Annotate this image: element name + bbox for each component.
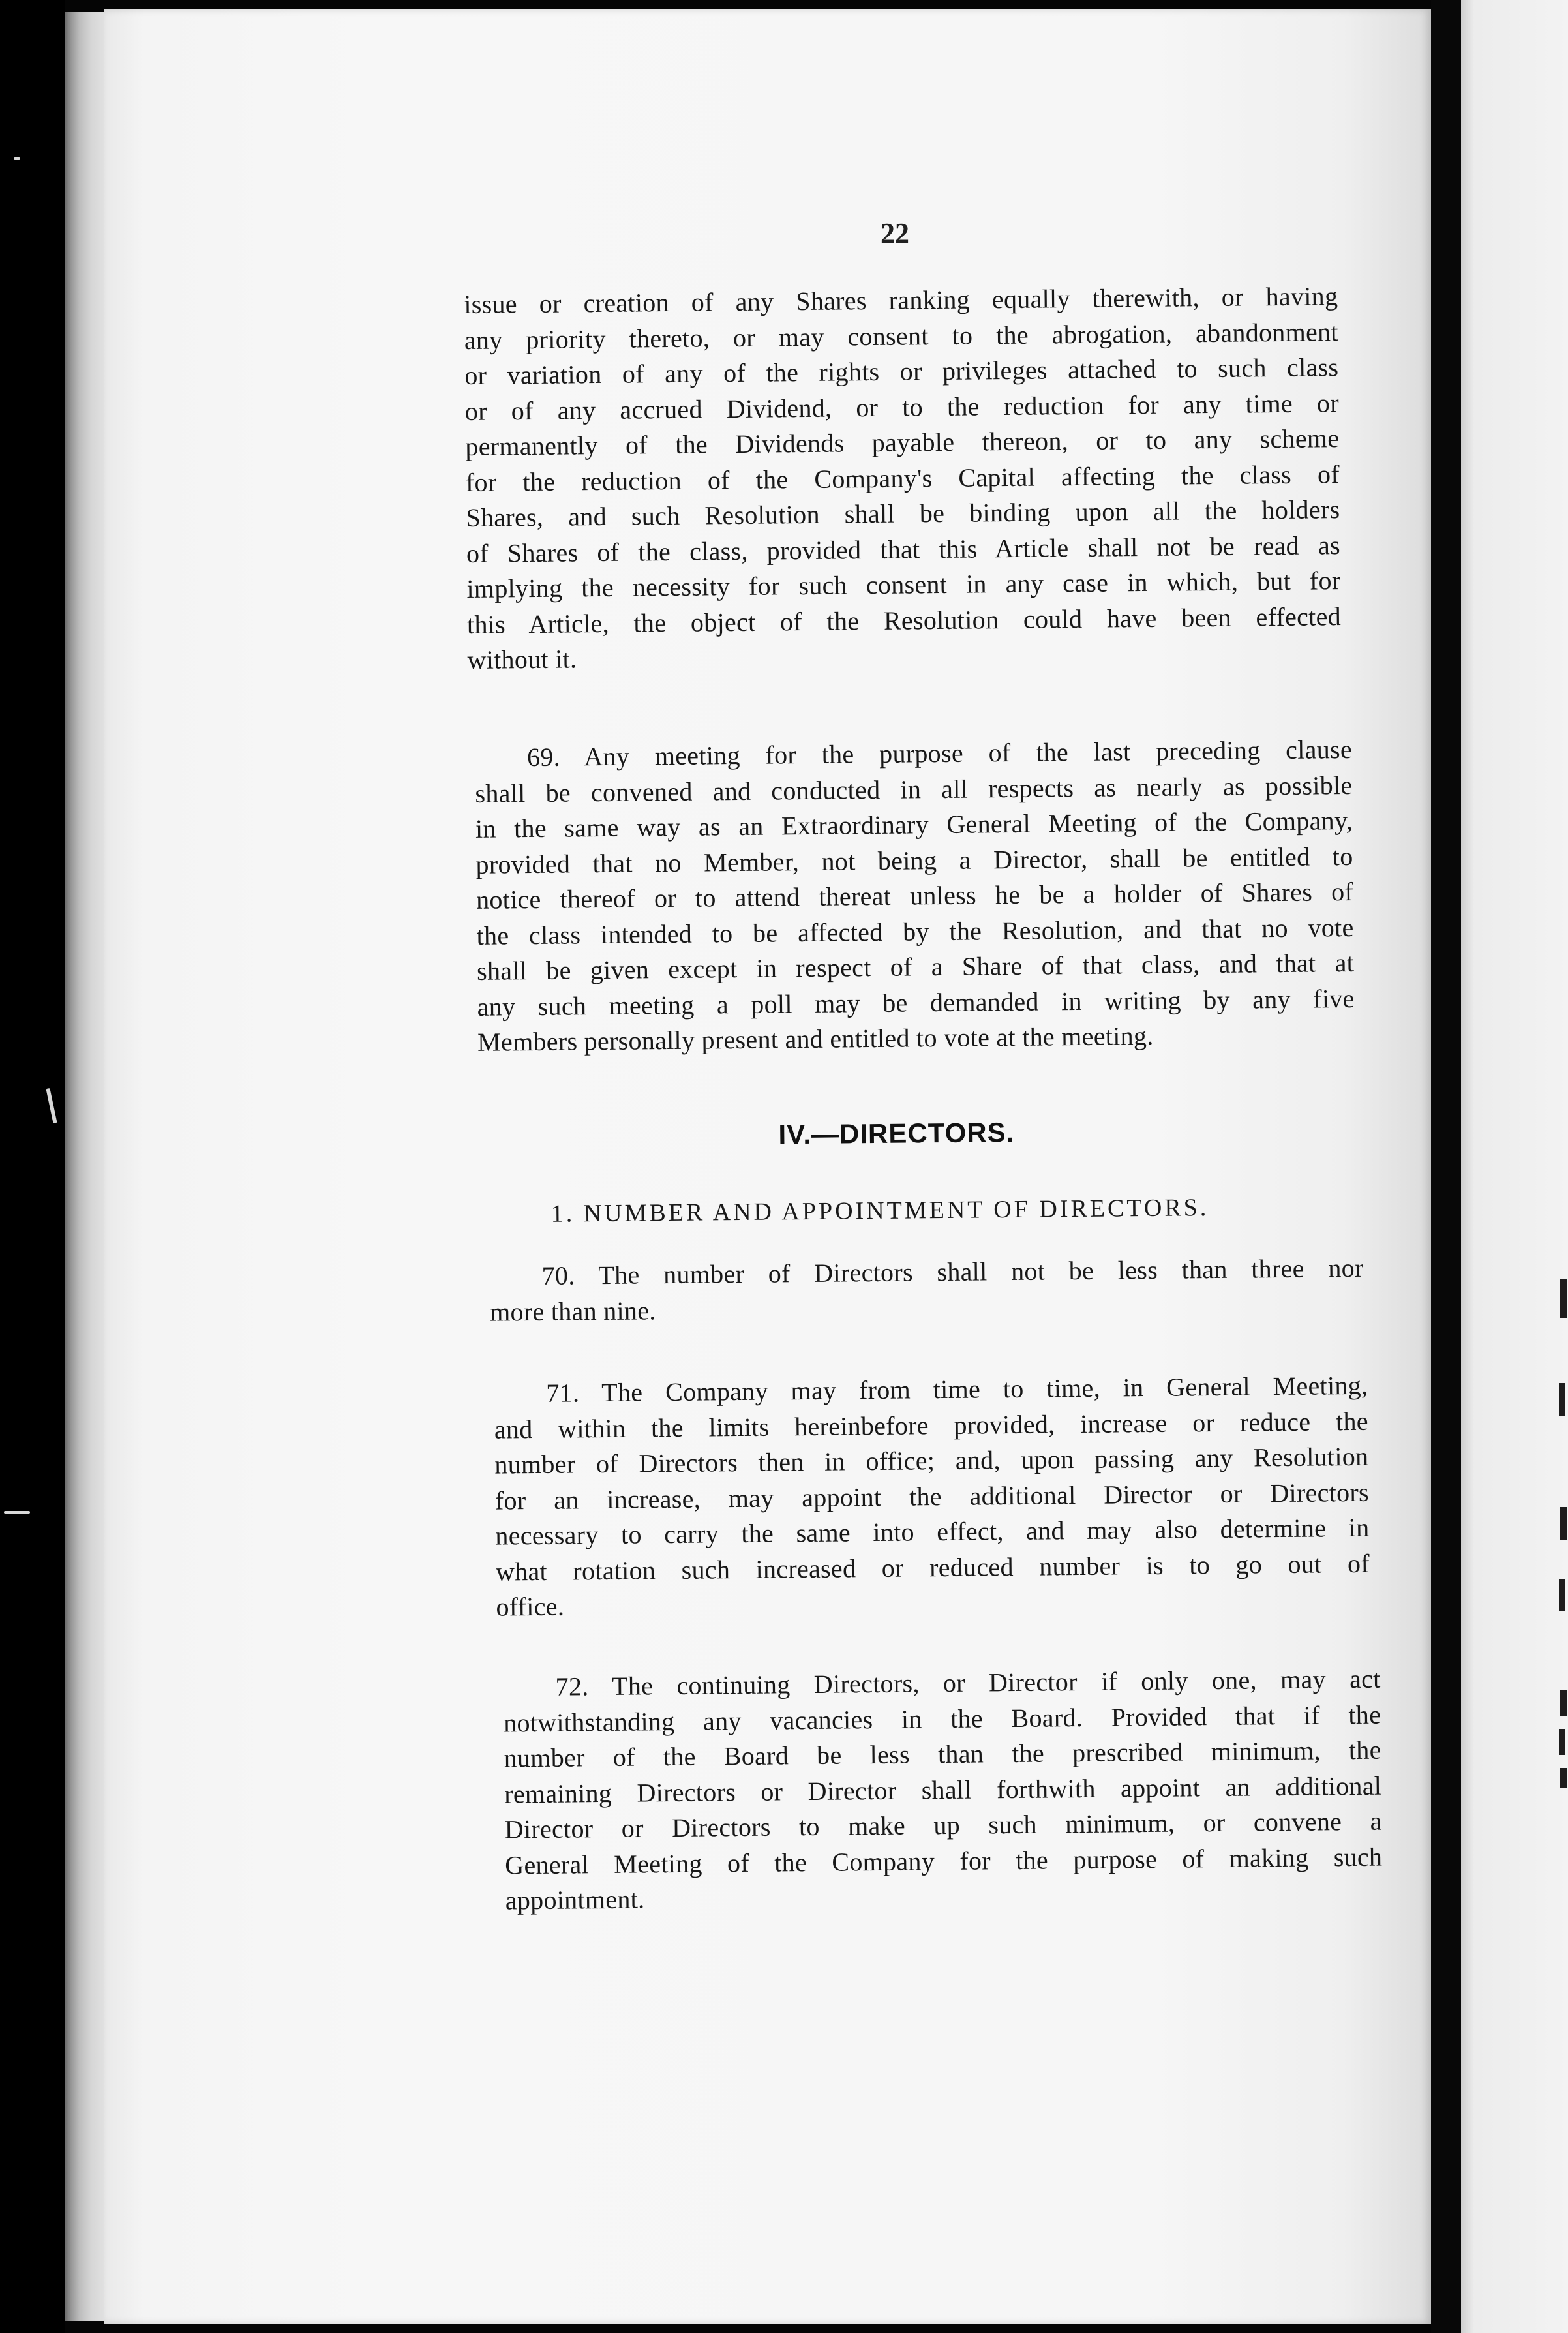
- adjacent-page-text-fragment: [1560, 1279, 1567, 1318]
- text-line: remaining Directors or Director shall forthwith appoint an additional: [504, 1771, 1382, 1809]
- text-line: provided that no Member, not being a Director, shall be entitled to: [475, 841, 1353, 879]
- text-line: General Meeting of the Company for the purpose of making such: [505, 1842, 1383, 1880]
- text-line: issue or creation of any Shares ranking equally therewith, or having: [464, 281, 1338, 319]
- text-line: more than nine.: [489, 1295, 656, 1327]
- text-line: 70. The number of Directors shall not be less than three nor: [541, 1253, 1364, 1290]
- adjacent-page-edge: [1461, 0, 1568, 2333]
- section-subheading: 1. NUMBER AND APPOINTMENT OF DIRECTORS.: [550, 1194, 1209, 1228]
- text-line: number of the Board be less than the prescribed minimum, the: [504, 1735, 1381, 1773]
- text-line: Director or Directors to make up such minimum, or convene a: [504, 1806, 1382, 1844]
- text-line: implying the necessity for such consent in any case in which, but for: [466, 566, 1341, 603]
- text-line: and within the limits hereinbefore provided, increase or reduce the: [494, 1406, 1369, 1444]
- text-line: Shares, and such Resolution shall be binding upon all the holders: [466, 495, 1340, 532]
- adjacent-page-text-fragment: [1560, 1507, 1567, 1540]
- adjacent-page-text-fragment: [1559, 1383, 1565, 1416]
- text-line: Members personally present and entitled to vote at the meeting.: [477, 1020, 1154, 1057]
- text-line: 72. The continuing Directors, or Director if only one, may act: [555, 1664, 1381, 1701]
- paragraph-72: [503, 1662, 1383, 1919]
- text-line: this Article, the object of the Resolution could have been effected: [466, 601, 1342, 639]
- text-line: 71. The Company may from time to time, in General Meeting,: [546, 1370, 1368, 1408]
- text-line: office.: [496, 1591, 565, 1622]
- adjacent-page-text-fragment: [1559, 1579, 1565, 1611]
- section-heading: IV.—DIRECTORS.: [778, 1116, 1015, 1150]
- binding-gutter: [1431, 0, 1461, 2333]
- page-number: 22: [881, 217, 909, 249]
- text-line: necessary to carry the same into effect, and may also determine in: [495, 1512, 1370, 1551]
- text-line: notice thereof or to attend thereat unless he be a holder of Shares of: [475, 876, 1354, 915]
- text-line: for the reduction of the Company's Capital affecting the class of: [465, 459, 1340, 497]
- text-line: or of any accrued Dividend, or to the reduction for any time or: [464, 388, 1340, 426]
- text-line: the class intended to be affected by the Resolution, and that no vote: [476, 912, 1354, 951]
- left-margin-strip: [0, 0, 65, 2333]
- text-line: what rotation such increased or reduced number is to go out of: [495, 1548, 1370, 1587]
- paragraph-70: [489, 1251, 1364, 1330]
- scan-speck: [4, 1511, 30, 1514]
- text-line: permanently of the Dividends payable thereon, or to any scheme: [465, 423, 1340, 461]
- text-line: any such meeting a poll may be demanded in writing by any five: [477, 983, 1355, 1022]
- text-line: shall be convened and conducted in all respects as nearly as possible: [475, 770, 1353, 808]
- scan-speck: [14, 157, 20, 160]
- adjacent-page-text-fragment: [1560, 1768, 1567, 1788]
- text-line: appointment.: [505, 1884, 645, 1915]
- text-line: 69. Any meeting for the purpose of the last preceding clause: [526, 734, 1353, 772]
- text-line: without it.: [467, 644, 577, 675]
- paragraph-69: [475, 732, 1355, 1060]
- adjacent-page-text-fragment: [1560, 1690, 1567, 1716]
- text-line: for an increase, may appoint the additional Director or Directors: [494, 1477, 1370, 1516]
- paragraph-68-continuation: [464, 279, 1342, 678]
- text-line: any priority thereto, or may consent to the abrogation, abandonment: [464, 316, 1338, 355]
- text-line: of Shares of the class, provided that this Article shall not be read as: [466, 530, 1341, 568]
- text-line: shall be given except in respect of a Share of that class, and that at: [476, 947, 1355, 986]
- text-line: or variation of any of the rights or privileges attached to such class: [464, 352, 1339, 390]
- text-line: number of Directors then in office; and, upon passing any Resolution: [494, 1441, 1369, 1480]
- text-line: in the same way as an Extraordinary General Meeting of the Company,: [475, 805, 1353, 844]
- adjacent-page-text-fragment: [1559, 1729, 1565, 1755]
- scan-speck: [46, 1088, 57, 1123]
- paragraph-71: [494, 1368, 1370, 1625]
- text-line: notwithstanding any vacancies in the Board. Provided that if the: [503, 1700, 1381, 1738]
